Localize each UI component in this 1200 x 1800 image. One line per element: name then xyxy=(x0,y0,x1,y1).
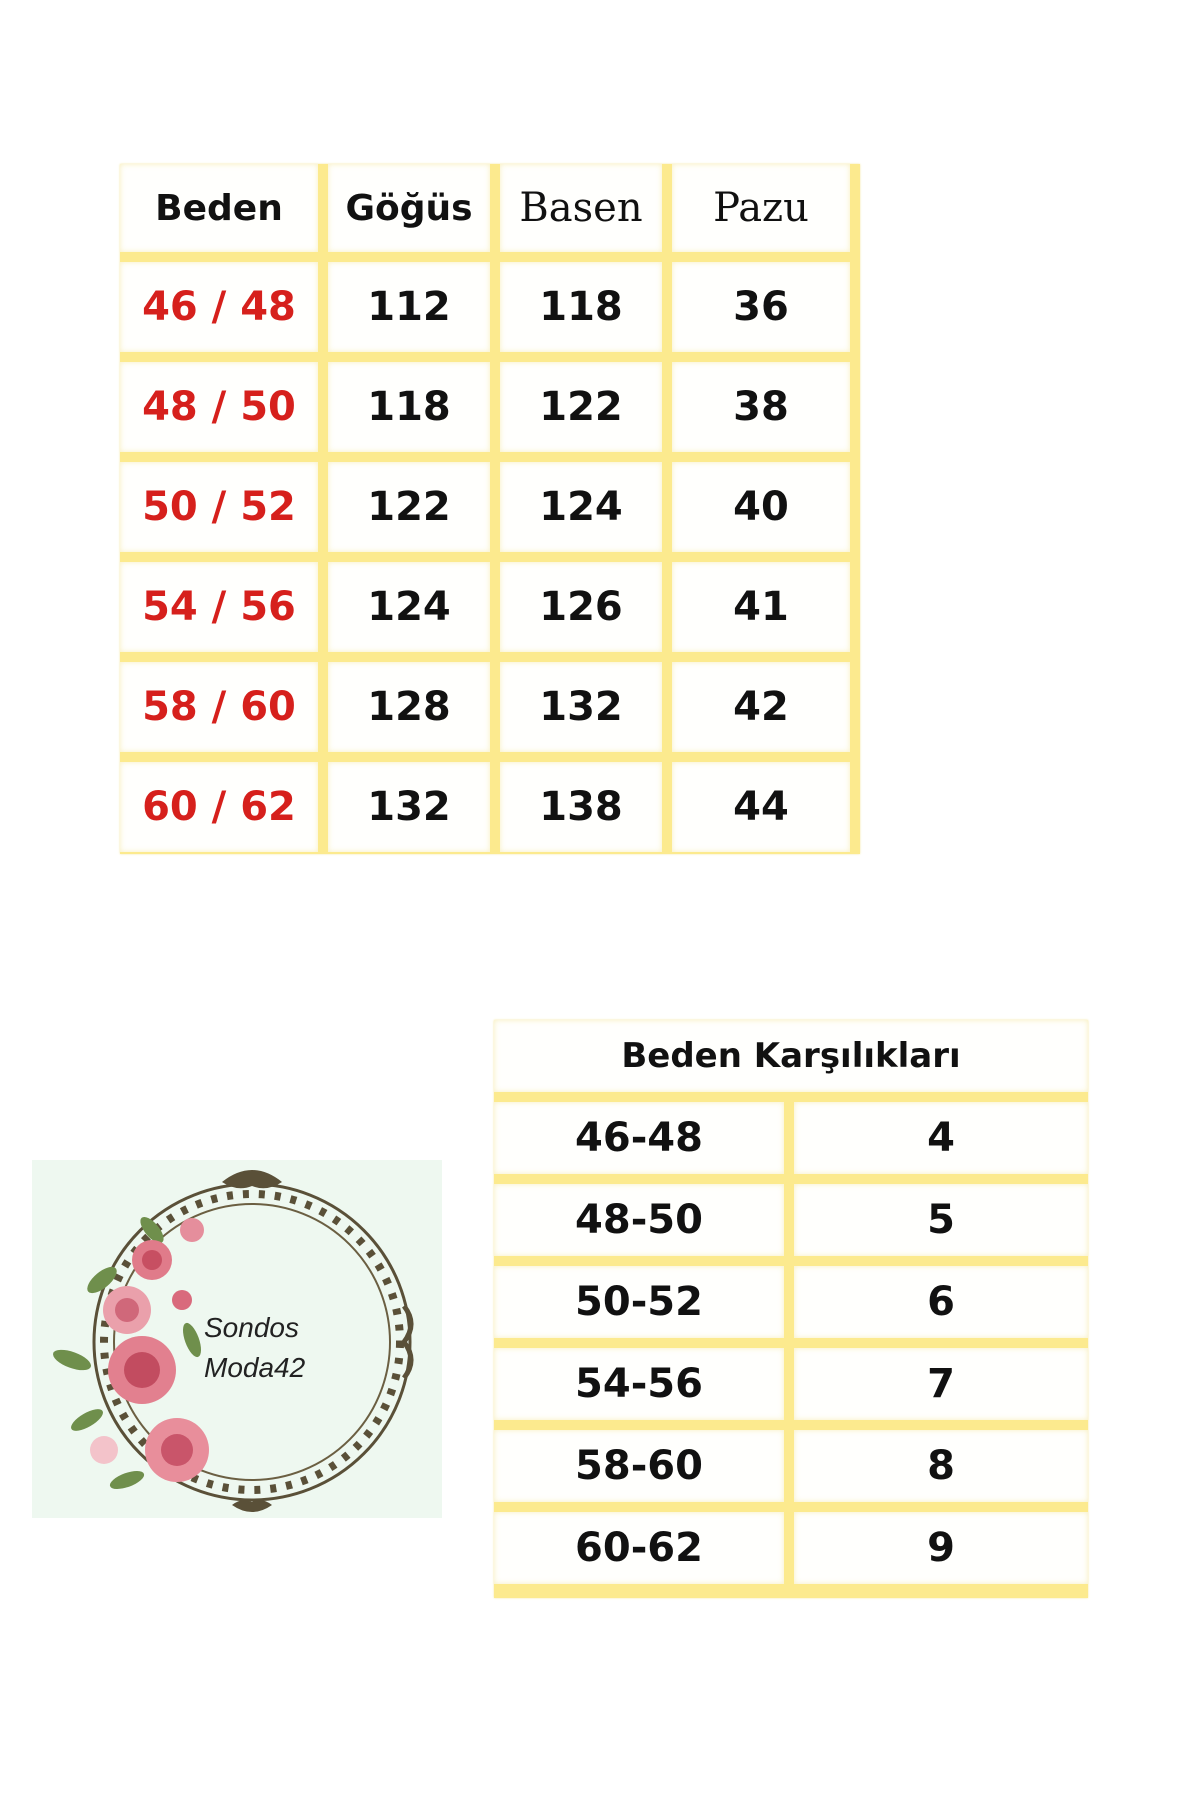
size-equivalents-table xyxy=(494,1020,1088,1598)
equiv-row-3-range: 50-52 xyxy=(494,1266,784,1338)
row-4-gogus: 124 xyxy=(328,562,490,652)
row-2-pazu: 38 xyxy=(672,362,850,452)
row-4-beden: 54 / 56 xyxy=(120,562,318,652)
row-1-pazu: 36 xyxy=(672,262,850,352)
row-5-pazu: 42 xyxy=(672,662,850,752)
equiv-row-5-range: 58-60 xyxy=(494,1430,784,1502)
equiv-row-2-range: 48-50 xyxy=(494,1184,784,1256)
equiv-row-1-range: 46-48 xyxy=(494,1102,784,1174)
row-2-basen: 122 xyxy=(500,362,662,452)
brand-name-line2: Moda42 xyxy=(204,1352,306,1383)
row-5-gogus: 128 xyxy=(328,662,490,752)
row-1-beden: 46 / 48 xyxy=(120,262,318,352)
row-4-pazu: 41 xyxy=(672,562,850,652)
size-chart-table xyxy=(120,164,860,854)
row-1-basen: 118 xyxy=(500,262,662,352)
brand-name-line1: Sondos xyxy=(204,1312,299,1343)
row-3-basen: 124 xyxy=(500,462,662,552)
row-5-basen: 132 xyxy=(500,662,662,752)
row-4-basen: 126 xyxy=(500,562,662,652)
header-basen: Basen xyxy=(500,164,662,252)
header-pazu: Pazu xyxy=(672,164,850,252)
equiv-row-6-size: 9 xyxy=(794,1512,1088,1584)
row-3-beden: 50 / 52 xyxy=(120,462,318,552)
row-6-beden: 60 / 62 xyxy=(120,762,318,852)
brand-logo xyxy=(32,1160,442,1518)
row-3-pazu: 40 xyxy=(672,462,850,552)
header-beden: Beden xyxy=(120,164,318,252)
row-2-beden: 48 / 50 xyxy=(120,362,318,452)
row-6-basen: 138 xyxy=(500,762,662,852)
row-1-gogus: 112 xyxy=(328,262,490,352)
row-5-beden: 58 / 60 xyxy=(120,662,318,752)
equiv-row-5-size: 8 xyxy=(794,1430,1088,1502)
header-gogus: Göğüs xyxy=(328,164,490,252)
equiv-row-4-range: 54-56 xyxy=(494,1348,784,1420)
row-6-pazu: 44 xyxy=(672,762,850,852)
equiv-row-2-size: 5 xyxy=(794,1184,1088,1256)
row-2-gogus: 118 xyxy=(328,362,490,452)
equiv-row-6-range: 60-62 xyxy=(494,1512,784,1584)
equiv-row-4-size: 7 xyxy=(794,1348,1088,1420)
equivalents-title: Beden Karşılıkları xyxy=(494,1020,1088,1092)
equiv-row-3-size: 6 xyxy=(794,1266,1088,1338)
row-3-gogus: 122 xyxy=(328,462,490,552)
equiv-row-1-size: 4 xyxy=(794,1102,1088,1174)
row-6-gogus: 132 xyxy=(328,762,490,852)
